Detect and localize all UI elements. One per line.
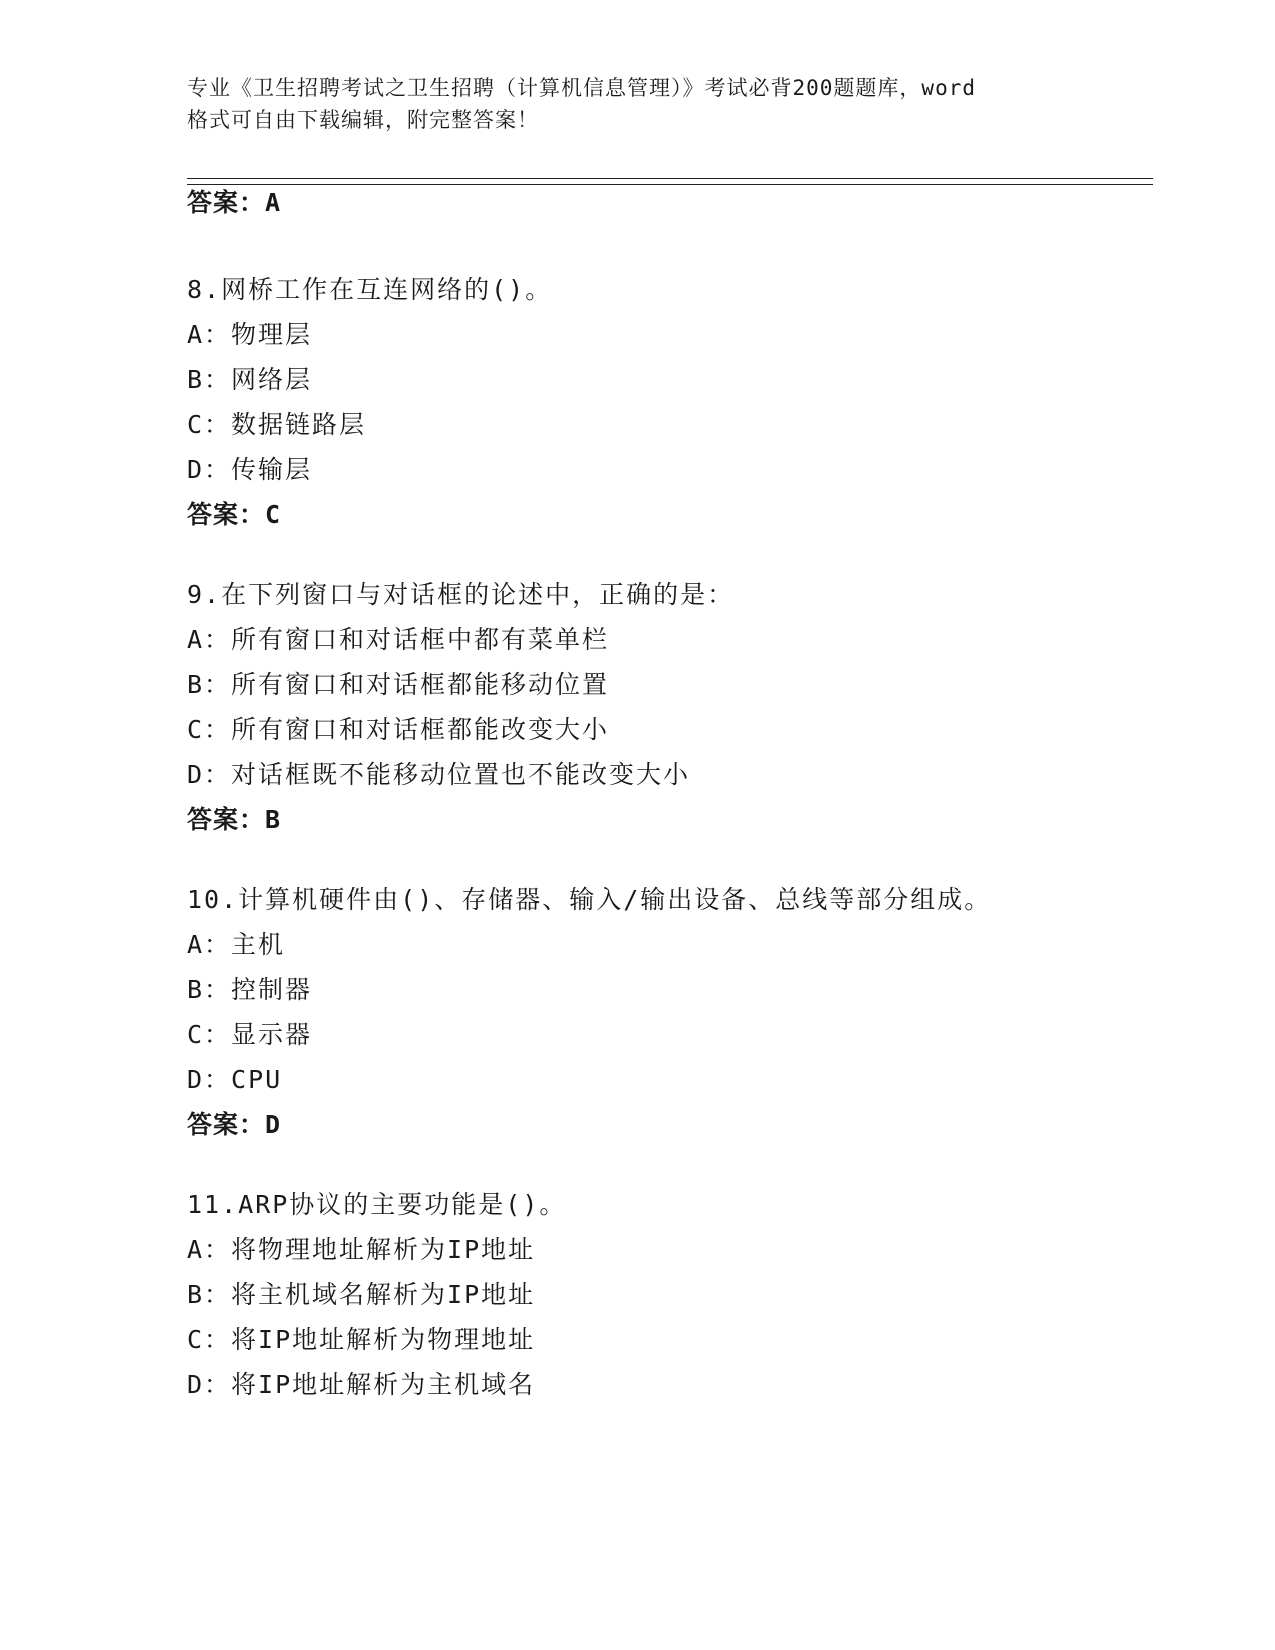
option-d: D：传输层 <box>187 455 313 484</box>
option-b: B：控制器 <box>187 975 313 1004</box>
header-divider-bottom <box>187 184 1153 185</box>
option-b: B：将主机域名解析为IP地址 <box>187 1280 536 1309</box>
header-line-2: 格式可自由下载编辑，附完整答案！ <box>187 108 539 132</box>
question-text: 8.网桥工作在互连网络的()。 <box>187 275 553 304</box>
option-c: C：显示器 <box>187 1020 313 1049</box>
option-d: D：对话框既不能移动位置也不能改变大小 <box>187 760 691 789</box>
option-a: A：物理层 <box>187 320 313 349</box>
option-c: C：数据链路层 <box>187 410 367 439</box>
question-8 <box>187 273 1167 532</box>
question-text: 9.在下列窗口与对话框的论述中，正确的是： <box>187 580 735 609</box>
header-line-1: 专业《卫生招聘考试之卫生招聘（计算机信息管理）》考试必背200题题库，word <box>187 76 976 100</box>
question-9 <box>187 578 1167 837</box>
answer-label: 答案：C <box>187 500 282 529</box>
option-b: B：网络层 <box>187 365 313 394</box>
option-d: D：CPU <box>187 1065 283 1094</box>
question-text: 10.计算机硬件由()、存储器、输入/输出设备、总线等部分组成。 <box>187 885 992 914</box>
option-a: A：主机 <box>187 930 286 959</box>
option-c: C：将IP地址解析为物理地址 <box>187 1325 536 1354</box>
answer-label: 答案：A <box>187 188 282 217</box>
previous-answer-block <box>187 186 1167 220</box>
option-d: D：将IP地址解析为主机域名 <box>187 1370 536 1399</box>
document-header <box>187 72 1107 136</box>
option-b: B：所有窗口和对话框都能移动位置 <box>187 670 610 699</box>
header-divider-top <box>187 178 1153 179</box>
question-10 <box>187 883 1167 1142</box>
option-c: C：所有窗口和对话框都能改变大小 <box>187 715 610 744</box>
answer-label: 答案：D <box>187 1110 282 1139</box>
question-11 <box>187 1188 1167 1402</box>
answer-label: 答案：B <box>187 805 282 834</box>
option-a: A：将物理地址解析为IP地址 <box>187 1235 536 1264</box>
option-a: A：所有窗口和对话框中都有菜单栏 <box>187 625 610 654</box>
question-text: 11.ARP协议的主要功能是()。 <box>187 1190 567 1219</box>
